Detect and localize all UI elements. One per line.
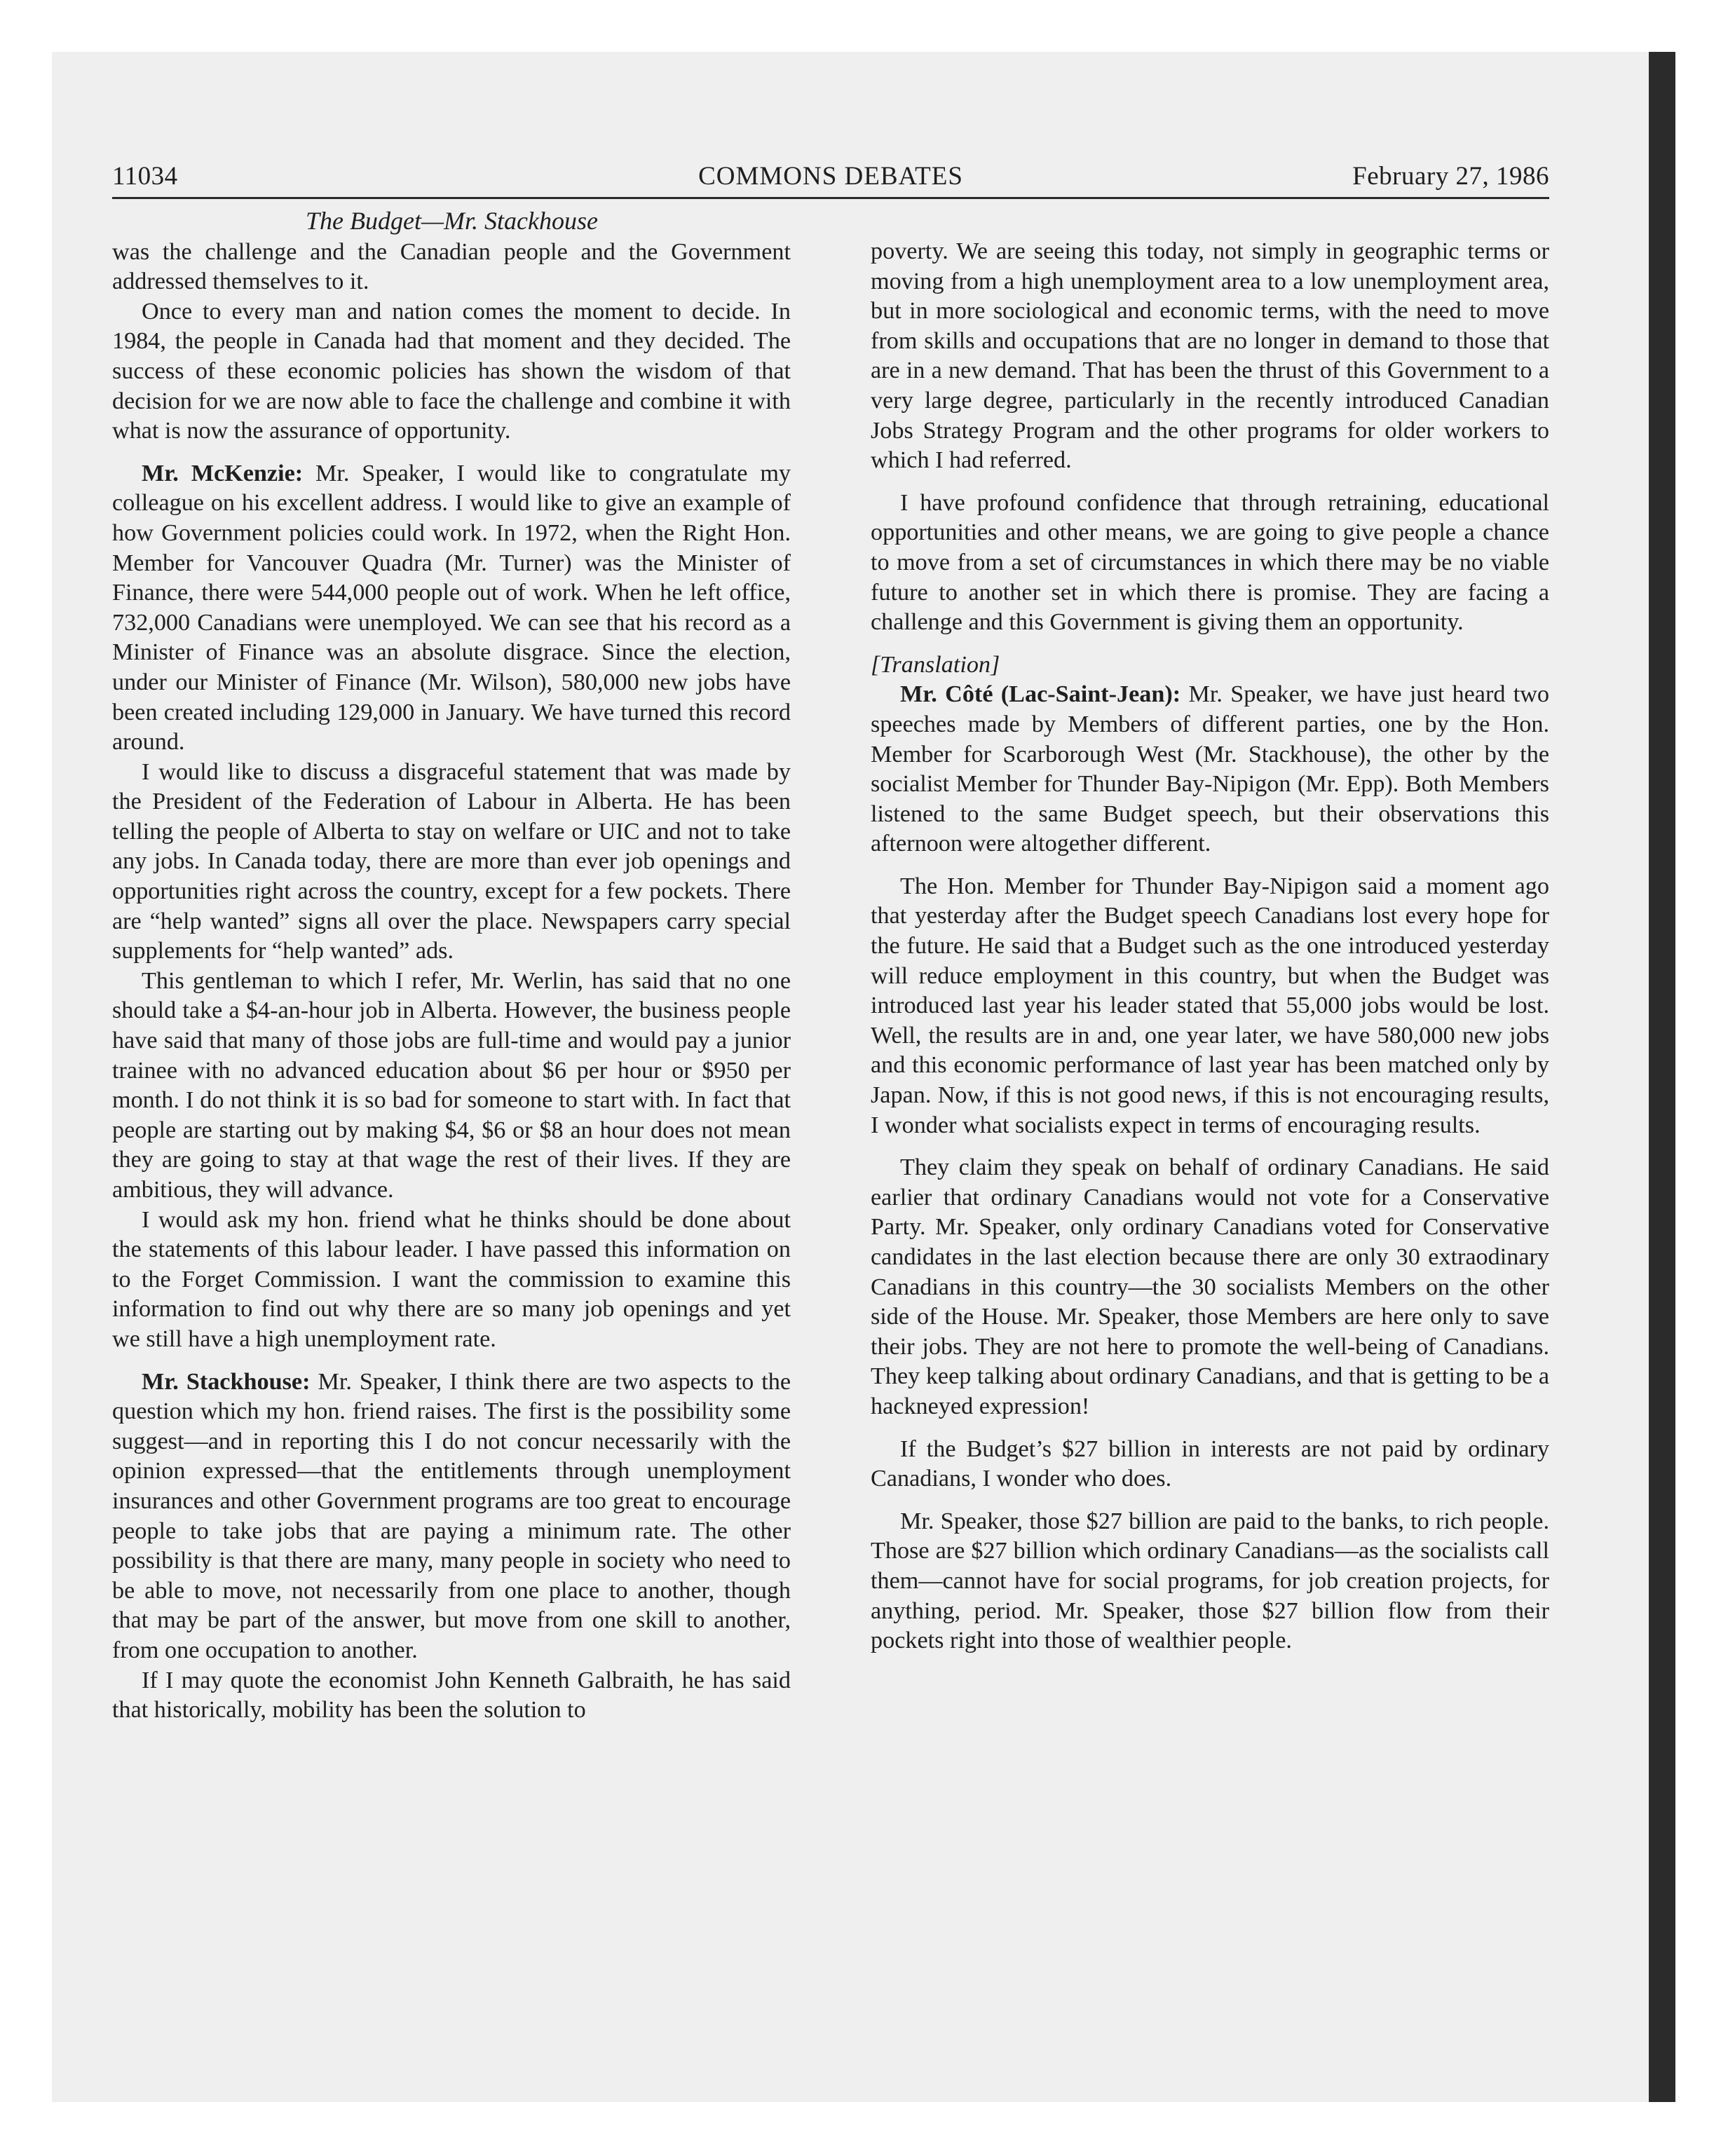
speaker-name: Mr. Stackhouse: (142, 1368, 311, 1395)
paragraph: Mr. Speaker, those $27 billion are paid to the banks, to rich people. Those are $27 billion which ordinary Canadians—as the socialists call them—cannot have for social programs, for job creation projects, for anything, period. Mr. Speaker, those $27 billion flow from their pockets right into those of wealthier people. (871, 1508, 1549, 1654)
left-column (112, 206, 791, 1726)
page-number: 11034 (112, 162, 178, 191)
paragraph: I have profound confidence that through retraining, educational opportunities and other means, we are going to give people a chance to move from a set of circumstances in which there may be no viable future to another set in which there is promise. They are facing a challenge and this Government is giving them an opportunity. (871, 489, 1549, 636)
paragraph: They claim they speak on behalf of ordinary Canadians. He said earlier that ordinary Canadians would not vote for a Conservative Party. Mr. Speaker, only ordinary Canadians voted for Conservative candidates in the last election because there are only 30 extraodinary Canadians in this country—the 30 socialists Members on the other side of the House. Mr. Speaker, those Members are here only to save their jobs. They are not here to promote the well-being of Canadians. They keep talking about ordinary Canadians, and that is getting to be a hackneyed expression! (871, 1154, 1549, 1419)
paragraph: If I may quote the economist John Kenneth Galbraith, he has said that historically, mobility has been the solution to (112, 1667, 791, 1724)
paragraph: poverty. We are seeing this today, not simply in geographic terms or moving from a high unemployment area to a low unemployment area, but in more sociological and economic terms, with the need to move from skills and occupations that are no longer in demand to those that are in a new demand. That has been the thrust of this Government to a very large degree, particularly in the recently introduced Canadian Jobs Strategy Program and the other programs for older workers to which I had referred. (871, 238, 1549, 474)
issue-date: February 27, 1986 (1352, 162, 1549, 191)
paragraph: The Hon. Member for Thunder Bay-Nipigon said a moment ago that yesterday after the Budget speech Canadians lost every hope for the future. He said that a Budget such as the one introduced yesterday will reduce employment in this country, but when the Budget was introduced last year his leader stated that 55,000 jobs would be lost. Well, the results are in and, one year later, we have 580,000 new jobs and this economic performance of last year has been matched only by Japan. Now, if this is not good news, if this is not encouraging results, I wonder what socialists expect in terms of encouraging results. (871, 873, 1549, 1138)
paragraph: Mr. Côté (Lac-Saint-Jean): Mr. Speaker, we have just heard two speeches made by Members of different parties, one by the Hon. Member for Scarborough West (Mr. Stackhouse), the other by the socialist Member for Thunder Bay-Nipigon (Mr. Epp). Both Members listened to the same Budget speech, but their observations this afternoon were altogether different. (871, 681, 1549, 857)
scan-edge-shadow (1649, 52, 1675, 2102)
publication-title: COMMONS DEBATES (698, 162, 963, 191)
paragraph: Once to every man and nation comes the moment to decide. In 1984, the people in Canada had that moment and they decided. The success of these economic policies has shown the wisdom of that decision for we are now able to face the challenge and combine it with what is now the assurance of opportunity. (112, 298, 791, 444)
paragraph: If the Budget’s $27 billion in interests are not paid by ordinary Canadians, I wonder who does. (871, 1435, 1549, 1492)
document-page (112, 158, 1549, 1724)
speaker-name: Mr. Côté (Lac-Saint-Jean): (900, 681, 1181, 708)
paragraph: I would like to discuss a disgraceful statement that was made by the President of the Federation of Labour in Alberta. He has been telling the people of Alberta to stay on welfare or UIC and not to take any jobs. In Canada today, there are more than ever job openings and opportunities right across the country, except for a few pockets. There are “help wanted” signs all over the place. Newspapers carry special supplements for “help wanted” ads. (112, 758, 791, 964)
paragraph: I would ask my hon. friend what he thinks should be done about the statements of this labour leader. I have passed this information on to the Forget Commission. I want the commission to examine this information to find out why there are so many job openings and yet we still have a high unemployment rate. (112, 1206, 791, 1352)
right-column (871, 237, 1549, 1656)
paragraph: was the challenge and the Canadian people and the Government addressed themselves to it. (112, 238, 791, 295)
paragraph: Mr. McKenzie: Mr. Speaker, I would like to congratulate my colleague on his excellent address. I would like to give an example of how Government policies could work. In 1972, when the Right Hon. Member for Vancouver Quadra (Mr. Turner) was the Minister of Finance, there were 544,000 people out of work. When he left office, 732,000 Canadians were unemployed. We can see that his record as a Minister of Finance was an absolute disgrace. Since the election, under our Minister of Finance (Mr. Wilson), 580,000 new jobs have been created including 129,000 in January. We have turned this record around. (112, 460, 791, 756)
section-title: The Budget—Mr. Stackhouse (306, 207, 598, 235)
translation-label: [Translation] (871, 651, 1000, 678)
speaker-name: Mr. McKenzie: (142, 460, 304, 486)
paragraph: This gentleman to which I refer, Mr. Werlin, has said that no one should take a $4-an-hour job in Alberta. However, the business people have said that many of those jobs are full-time and would pay a junior trainee with no advanced education about $6 per hour or $950 per month. I do not think it is so bad for someone to start with. In fact that people are starting out by making $4, $6 or $8 an hour does not mean they are going to stay at that wage the rest of their lives. If they are ambitious, they will advance. (112, 967, 791, 1203)
paragraph: Mr. Stackhouse: Mr. Speaker, I think there are two aspects to the question which my hon. friend raises. The first is the possibility some suggest—and in reporting this I do not concur necessarily with the opinion expressed—that the entitlements through unemployment insurances and other Government programs are too great to encourage people to take jobs that are paying a minimum rate. The other possibility is that there are many, many people in society who need to be able to move, not necessarily from one place to another, though that may be part of the answer, but move from one skill to another, from one occupation to another. (112, 1368, 791, 1663)
running-header (112, 158, 1549, 199)
